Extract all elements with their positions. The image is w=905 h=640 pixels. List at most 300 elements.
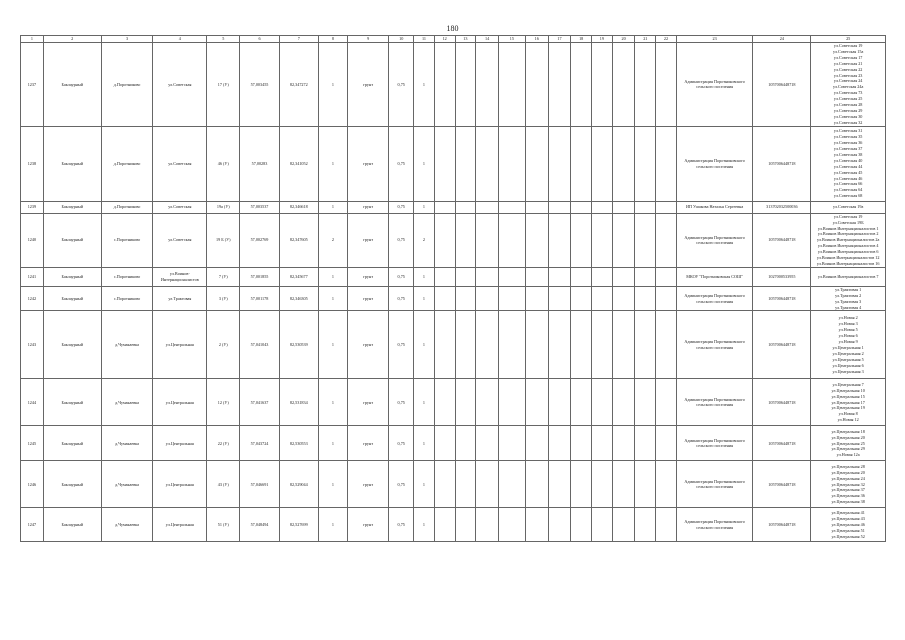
column-number: 10 bbox=[389, 36, 414, 43]
empty-cell bbox=[656, 461, 677, 508]
latitude-cell: 57,046691 bbox=[240, 461, 279, 508]
longitude-cell: 82,529044 bbox=[279, 461, 318, 508]
empty-cell bbox=[571, 213, 592, 267]
served-address: ул.Центральная 38 bbox=[831, 499, 865, 505]
empty-cell bbox=[592, 461, 613, 508]
served-address: ул.Центральная 2 bbox=[832, 350, 864, 356]
served-addresses-cell bbox=[811, 126, 886, 201]
column-number: 21 bbox=[635, 36, 656, 43]
latitude-cell: 57,041637 bbox=[240, 379, 279, 426]
empty-cell bbox=[498, 311, 525, 379]
served-address: ул.Советская 35 bbox=[833, 134, 863, 140]
settlement-cell: д.Чумакаевка bbox=[101, 379, 153, 426]
empty-cell bbox=[525, 461, 548, 508]
empty-cell bbox=[548, 286, 571, 311]
served-address: ул.Советская 19Б bbox=[832, 219, 864, 225]
table-row bbox=[21, 508, 886, 542]
served-address: ул.Центральная 10 bbox=[831, 387, 865, 393]
empty-cell bbox=[525, 201, 548, 213]
empty-cell bbox=[656, 508, 677, 542]
empty-cell bbox=[656, 126, 677, 201]
longitude-cell: 82,341052 bbox=[279, 126, 318, 201]
district-cell: Баклаурный bbox=[43, 126, 101, 201]
row-id: 1241 bbox=[21, 267, 44, 286]
latitude-cell: 57,003455 bbox=[240, 43, 279, 127]
owner-cell: Администрация Поротниковского сельского поселения bbox=[676, 43, 753, 127]
surface-cell: грунт bbox=[347, 311, 388, 379]
owner-cell: Администрация Поротниковского сельского поселения bbox=[676, 311, 753, 379]
empty-cell bbox=[525, 426, 548, 461]
empty-cell bbox=[434, 43, 455, 127]
empty-cell bbox=[434, 426, 455, 461]
owner-cell: Администрация Поротниковского сельского поселения bbox=[676, 126, 753, 201]
served-address: ул.Центральная 15 bbox=[831, 393, 865, 399]
number-cell: 2 bbox=[414, 213, 435, 267]
table-row bbox=[21, 286, 886, 311]
empty-cell bbox=[592, 286, 613, 311]
empty-cell bbox=[455, 311, 476, 379]
column-number: 17 bbox=[548, 36, 571, 43]
number-cell: 1 bbox=[414, 126, 435, 201]
empty-cell bbox=[571, 311, 592, 379]
row-id: 1246 bbox=[21, 461, 44, 508]
empty-cell bbox=[476, 461, 499, 508]
row-id: 1243 bbox=[21, 311, 44, 379]
latitude-cell: 57,002769 bbox=[240, 213, 279, 267]
column-number: 7 bbox=[279, 36, 318, 43]
empty-cell bbox=[612, 213, 635, 267]
number-cell: 1 bbox=[414, 508, 435, 542]
empty-cell bbox=[548, 426, 571, 461]
served-address: ул.Центральная 6 bbox=[832, 362, 864, 368]
empty-cell bbox=[635, 461, 656, 508]
empty-cell bbox=[635, 379, 656, 426]
surface-cell: грунт bbox=[347, 426, 388, 461]
table-row bbox=[21, 311, 886, 379]
empty-cell bbox=[525, 508, 548, 542]
served-address: ул.Советская 36 bbox=[833, 140, 863, 146]
empty-cell bbox=[434, 379, 455, 426]
table-row bbox=[21, 201, 886, 213]
served-address: ул.Воинов Интернационалистов 6 bbox=[817, 249, 879, 255]
empty-cell bbox=[612, 426, 635, 461]
empty-cell bbox=[525, 379, 548, 426]
table-row bbox=[21, 213, 886, 267]
settlement-cell: с.Поротниково bbox=[101, 267, 153, 286]
empty-cell bbox=[548, 267, 571, 286]
ogrn-cell: 1057006448718 bbox=[753, 43, 811, 127]
number-cell: 1 bbox=[414, 286, 435, 311]
container-count-cell: 1 bbox=[318, 267, 347, 286]
empty-cell bbox=[476, 379, 499, 426]
served-address: ул.Воинов Интернационалистов 12 bbox=[816, 255, 880, 261]
served-addresses-cell bbox=[811, 43, 886, 127]
served-address: ул.Центральная 25 bbox=[831, 440, 865, 446]
empty-cell bbox=[498, 126, 525, 201]
volume-cell: 0,75 bbox=[389, 43, 414, 127]
number-cell: 1 bbox=[414, 461, 435, 508]
district-cell: Баклаурный bbox=[43, 267, 101, 286]
latitude-cell: 57,001855 bbox=[240, 267, 279, 286]
street-cell: ул.Центральная bbox=[153, 508, 207, 542]
empty-cell bbox=[612, 311, 635, 379]
street-cell: ул.Советская bbox=[153, 43, 207, 127]
empty-cell bbox=[571, 379, 592, 426]
container-count-cell: 1 bbox=[318, 126, 347, 201]
volume-cell: 0,75 bbox=[389, 311, 414, 379]
served-addresses-cell bbox=[811, 201, 886, 213]
number-cell: 1 bbox=[414, 201, 435, 213]
container-count-cell: 1 bbox=[318, 43, 347, 127]
column-number: 11 bbox=[414, 36, 435, 43]
empty-cell bbox=[455, 267, 476, 286]
surface-cell: грунт bbox=[347, 267, 388, 286]
longitude-cell: 82,530539 bbox=[279, 311, 318, 379]
house-cell: 3 (У) bbox=[207, 286, 240, 311]
surface-cell: грунт bbox=[347, 286, 388, 311]
ogrn-cell: 1057006448718 bbox=[753, 508, 811, 542]
house-cell: 19а (У) bbox=[207, 201, 240, 213]
served-address: ул.Советская 31 bbox=[833, 128, 863, 134]
served-address: ул.Трактовая 2 bbox=[835, 292, 862, 298]
empty-cell bbox=[434, 461, 455, 508]
empty-cell bbox=[476, 126, 499, 201]
served-address: ул.Советская 45 bbox=[833, 169, 863, 175]
column-number: 9 bbox=[347, 36, 388, 43]
served-addresses-cell bbox=[811, 426, 886, 461]
latitude-cell: 57,041043 bbox=[240, 311, 279, 379]
volume-cell: 0,75 bbox=[389, 379, 414, 426]
empty-cell bbox=[592, 379, 613, 426]
served-address: ул.Центральная 17 bbox=[831, 399, 865, 405]
volume-cell: 0,75 bbox=[389, 426, 414, 461]
empty-cell bbox=[525, 43, 548, 127]
district-cell: Баклаурный bbox=[43, 286, 101, 311]
empty-cell bbox=[434, 213, 455, 267]
empty-cell bbox=[612, 508, 635, 542]
empty-cell bbox=[612, 379, 635, 426]
empty-cell bbox=[476, 213, 499, 267]
empty-cell bbox=[498, 426, 525, 461]
district-cell: Баклаурный bbox=[43, 426, 101, 461]
empty-cell bbox=[498, 201, 525, 213]
empty-cell bbox=[548, 201, 571, 213]
longitude-cell: 82,347272 bbox=[279, 43, 318, 127]
empty-cell bbox=[571, 43, 592, 127]
ogrn-cell: 1057006448718 bbox=[753, 286, 811, 311]
served-addresses-cell bbox=[811, 508, 886, 542]
empty-cell bbox=[434, 201, 455, 213]
empty-cell bbox=[592, 311, 613, 379]
empty-cell bbox=[455, 379, 476, 426]
street-cell: ул.Центральная bbox=[153, 311, 207, 379]
served-address: ул.Советская 44 bbox=[833, 163, 863, 169]
row-id: 1247 bbox=[21, 508, 44, 542]
district-cell: Баклаурный bbox=[43, 379, 101, 426]
served-address: ул.Советская 46 bbox=[833, 175, 863, 181]
street-cell: ул.Центральная bbox=[153, 461, 207, 508]
waste-site-registry-table bbox=[20, 35, 886, 542]
empty-cell bbox=[592, 213, 613, 267]
surface-cell: грунт bbox=[347, 43, 388, 127]
served-address: ул.Трактовая 4 bbox=[835, 304, 862, 310]
served-address: ул.Воинов Интернационалистов 1 bbox=[817, 225, 879, 231]
empty-cell bbox=[498, 213, 525, 267]
page-number: 180 bbox=[446, 24, 459, 33]
district-cell: Баклаурный bbox=[43, 201, 101, 213]
settlement-cell: д.Чумакаевка bbox=[101, 461, 153, 508]
served-address: ул.Советская 66 bbox=[833, 181, 863, 187]
container-count-cell: 2 bbox=[318, 213, 347, 267]
row-id: 1245 bbox=[21, 426, 44, 461]
served-addresses-cell bbox=[811, 461, 886, 508]
served-address: ул.Воинов Интернационалистов 7 bbox=[817, 273, 879, 279]
served-address: ул.Центральная 37 bbox=[831, 487, 865, 493]
empty-cell bbox=[434, 508, 455, 542]
empty-cell bbox=[525, 267, 548, 286]
number-cell: 1 bbox=[414, 311, 435, 379]
row-id: 1244 bbox=[21, 379, 44, 426]
settlement-cell: д.Поротниково bbox=[101, 43, 153, 127]
latitude-cell: 57,003537 bbox=[240, 201, 279, 213]
settlement-cell: с.Поротниково bbox=[101, 286, 153, 311]
empty-cell bbox=[455, 426, 476, 461]
number-cell: 1 bbox=[414, 379, 435, 426]
served-address: ул.Новая 9 bbox=[838, 339, 858, 345]
empty-cell bbox=[592, 126, 613, 201]
served-address: ул.Советская 73 bbox=[833, 90, 863, 96]
container-count-cell: 1 bbox=[318, 201, 347, 213]
empty-cell bbox=[548, 43, 571, 127]
district-cell: Баклаурный bbox=[43, 311, 101, 379]
street-cell: ул.Центральная bbox=[153, 426, 207, 461]
empty-cell bbox=[455, 126, 476, 201]
empty-cell bbox=[612, 286, 635, 311]
empty-cell bbox=[656, 286, 677, 311]
served-address: ул.Центральная 51 bbox=[831, 527, 865, 533]
served-address: ул.Новая 6 bbox=[838, 333, 858, 339]
served-address: ул.Центральная 28 bbox=[831, 463, 865, 469]
served-addresses-cell bbox=[811, 286, 886, 311]
empty-cell bbox=[571, 126, 592, 201]
served-address: ул.Трактовая 1 bbox=[835, 286, 862, 292]
district-cell: Баклаурный bbox=[43, 213, 101, 267]
longitude-cell: 82,530553 bbox=[279, 426, 318, 461]
empty-cell bbox=[635, 201, 656, 213]
volume-cell: 0,75 bbox=[389, 508, 414, 542]
empty-cell bbox=[635, 267, 656, 286]
street-cell: ул.Воинов-Интернационалистов bbox=[153, 267, 207, 286]
table-row bbox=[21, 267, 886, 286]
surface-cell: грунт bbox=[347, 508, 388, 542]
served-address: ул.Трактовая 3 bbox=[835, 298, 862, 304]
served-address: ул.Советская 15а bbox=[832, 48, 864, 54]
served-address: ул.Советская 19 bbox=[833, 213, 863, 219]
empty-cell bbox=[571, 286, 592, 311]
row-id: 1240 bbox=[21, 213, 44, 267]
served-address: ул.Советская 23 bbox=[833, 72, 863, 78]
volume-cell: 0,75 bbox=[389, 286, 414, 311]
container-count-cell: 1 bbox=[318, 286, 347, 311]
ogrn-cell: 313702032500036 bbox=[753, 201, 811, 213]
district-cell: Баклаурный bbox=[43, 461, 101, 508]
served-address: ул.Центральная 52 bbox=[831, 533, 865, 539]
column-number: 22 bbox=[656, 36, 677, 43]
row-id: 1239 bbox=[21, 201, 44, 213]
empty-cell bbox=[635, 126, 656, 201]
house-cell: 22 (У) bbox=[207, 426, 240, 461]
empty-cell bbox=[548, 311, 571, 379]
served-address: ул.Центральная 43 bbox=[831, 516, 865, 522]
empty-cell bbox=[476, 43, 499, 127]
served-address: ул.Центральная 18 bbox=[831, 428, 865, 434]
served-address: ул.Советская 24а bbox=[832, 84, 864, 90]
served-address: ул.Воинов Интернационалистов 2 bbox=[817, 231, 879, 237]
column-number: 2 bbox=[43, 36, 101, 43]
served-address: ул.Центральная 7 bbox=[832, 381, 864, 387]
empty-cell bbox=[656, 201, 677, 213]
latitude-cell: 57,00283 bbox=[240, 126, 279, 201]
served-address: ул.Новая 12 bbox=[837, 417, 859, 423]
street-cell: ул.Советская bbox=[153, 213, 207, 267]
number-cell: 1 bbox=[414, 43, 435, 127]
column-number: 25 bbox=[811, 36, 886, 43]
served-address: ул.Новая 5 bbox=[838, 327, 858, 333]
owner-cell: Администрация Поротниковского сельского поселения bbox=[676, 286, 753, 311]
owner-cell: МКОУ "Поротниковская СОШ" bbox=[676, 267, 753, 286]
latitude-cell: 57,001178 bbox=[240, 286, 279, 311]
empty-cell bbox=[656, 43, 677, 127]
table-row bbox=[21, 43, 886, 127]
house-cell: 17 (У) bbox=[207, 43, 240, 127]
settlement-cell: д.Чумакаевка bbox=[101, 311, 153, 379]
served-address: ул.Советская 19 bbox=[833, 43, 863, 48]
surface-cell: грунт bbox=[347, 201, 388, 213]
column-number-row bbox=[21, 36, 886, 43]
empty-cell bbox=[455, 201, 476, 213]
served-address: ул.Советская 38 bbox=[833, 151, 863, 157]
column-number: 19 bbox=[592, 36, 613, 43]
number-cell: 1 bbox=[414, 267, 435, 286]
street-cell: ул.Советская bbox=[153, 201, 207, 213]
table-row bbox=[21, 426, 886, 461]
ogrn-cell: 1057006448718 bbox=[753, 461, 811, 508]
street-cell: ул.Трактовая bbox=[153, 286, 207, 311]
house-cell: 2 (У) bbox=[207, 311, 240, 379]
served-address: ул.Новая 3 bbox=[838, 321, 858, 327]
empty-cell bbox=[548, 126, 571, 201]
ogrn-cell: 1057006448718 bbox=[753, 311, 811, 379]
longitude-cell: 82,346305 bbox=[279, 286, 318, 311]
empty-cell bbox=[612, 43, 635, 127]
latitude-cell: 57,043724 bbox=[240, 426, 279, 461]
column-number: 8 bbox=[318, 36, 347, 43]
column-number: 18 bbox=[571, 36, 592, 43]
table-row bbox=[21, 126, 886, 201]
served-address: ул.Новая 2 bbox=[838, 315, 858, 321]
served-address: ул.Воинов Интернационалистов 2а bbox=[816, 237, 880, 243]
empty-cell bbox=[635, 286, 656, 311]
empty-cell bbox=[656, 311, 677, 379]
number-cell: 1 bbox=[414, 426, 435, 461]
empty-cell bbox=[498, 379, 525, 426]
empty-cell bbox=[525, 126, 548, 201]
served-address: ул.Центральная 19 bbox=[831, 405, 865, 411]
surface-cell: грунт bbox=[347, 461, 388, 508]
settlement-cell: д.Поротниково bbox=[101, 126, 153, 201]
served-address: ул.Советская 68 bbox=[833, 193, 863, 199]
served-address: ул.Советская 22 bbox=[833, 66, 863, 72]
row-id: 1238 bbox=[21, 126, 44, 201]
served-addresses-cell bbox=[811, 311, 886, 379]
column-number: 12 bbox=[434, 36, 455, 43]
empty-cell bbox=[635, 426, 656, 461]
served-address: ул.Центральная 3 bbox=[832, 368, 864, 374]
served-address: ул.Центральная 46 bbox=[831, 522, 865, 528]
served-address: ул.Центральная 5 bbox=[832, 356, 864, 362]
column-number: 1 bbox=[21, 36, 44, 43]
empty-cell bbox=[592, 201, 613, 213]
served-address: ул.Советская 17 bbox=[833, 54, 863, 60]
street-cell: ул.Центральная bbox=[153, 379, 207, 426]
empty-cell bbox=[434, 267, 455, 286]
volume-cell: 0,75 bbox=[389, 267, 414, 286]
district-cell: Баклаурный bbox=[43, 43, 101, 127]
empty-cell bbox=[498, 267, 525, 286]
volume-cell: 0,75 bbox=[389, 126, 414, 201]
empty-cell bbox=[592, 267, 613, 286]
empty-cell bbox=[656, 379, 677, 426]
owner-cell: ИП Ушакова Наталья Сергеевна bbox=[676, 201, 753, 213]
column-number: 14 bbox=[476, 36, 499, 43]
container-count-cell: 1 bbox=[318, 311, 347, 379]
empty-cell bbox=[571, 461, 592, 508]
empty-cell bbox=[476, 426, 499, 461]
served-address: ул.Центральная 29 bbox=[831, 446, 865, 452]
empty-cell bbox=[434, 126, 455, 201]
column-number: 6 bbox=[240, 36, 279, 43]
row-id: 1237 bbox=[21, 43, 44, 127]
longitude-cell: 82,527699 bbox=[279, 508, 318, 542]
empty-cell bbox=[571, 508, 592, 542]
empty-cell bbox=[571, 201, 592, 213]
served-address: ул.Советская 30 bbox=[833, 113, 863, 119]
empty-cell bbox=[525, 213, 548, 267]
empty-cell bbox=[498, 461, 525, 508]
ogrn-cell: 1057006448718 bbox=[753, 126, 811, 201]
served-address: ул.Советская 28 bbox=[833, 102, 863, 108]
empty-cell bbox=[455, 508, 476, 542]
served-address: ул.Советская 64 bbox=[833, 187, 863, 193]
empty-cell bbox=[548, 379, 571, 426]
settlement-cell: д.Чумакаевка bbox=[101, 508, 153, 542]
served-address: ул.Центральная 20 bbox=[831, 469, 865, 475]
empty-cell bbox=[498, 43, 525, 127]
empty-cell bbox=[455, 213, 476, 267]
ogrn-cell: 1057006448718 bbox=[753, 379, 811, 426]
served-address: ул.Советская 37 bbox=[833, 145, 863, 151]
latitude-cell: 57,048494 bbox=[240, 508, 279, 542]
served-address: ул.Советская 25 bbox=[833, 96, 863, 102]
empty-cell bbox=[498, 286, 525, 311]
served-addresses-cell bbox=[811, 379, 886, 426]
empty-cell bbox=[498, 508, 525, 542]
column-number: 16 bbox=[525, 36, 548, 43]
longitude-cell: 82,346618 bbox=[279, 201, 318, 213]
empty-cell bbox=[476, 311, 499, 379]
settlement-cell: с.Поротниково bbox=[101, 213, 153, 267]
empty-cell bbox=[656, 213, 677, 267]
